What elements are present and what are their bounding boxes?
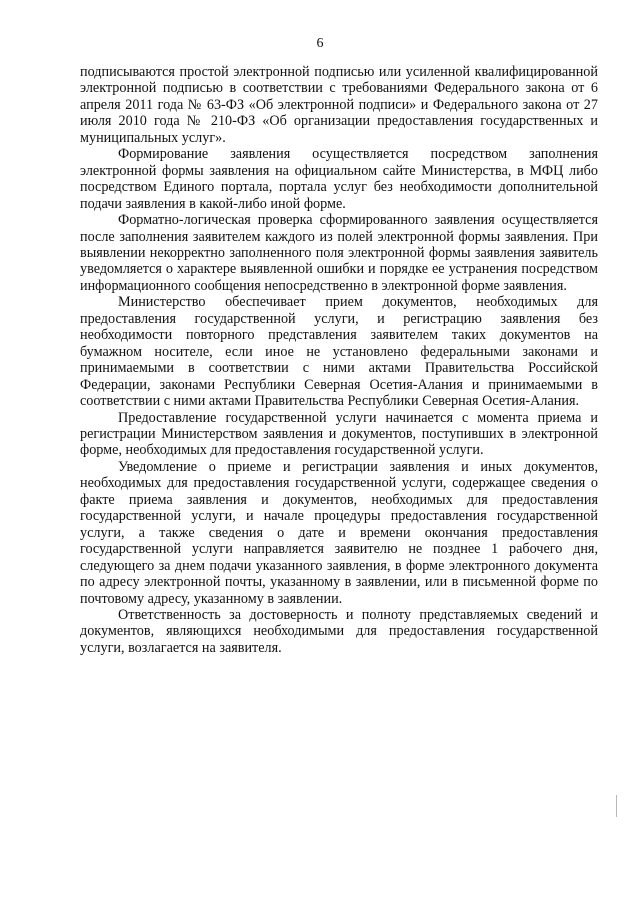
paragraph-service-start: Предоставление государственной услуги начинается с момента приема и регистрации Министерством заявления и документов, поступивших в электронной форме, необходимых для предоставления государственной услуги. xyxy=(80,409,598,459)
page-number: 6 xyxy=(316,36,324,51)
paragraph-responsibility: Ответственность за достоверность и полноту представляемых сведений и документов, являющихся необходимыми для предоставления государственной услуги, возлагается на заявителя. xyxy=(80,606,598,656)
paragraph-notification: Уведомление о приеме и регистрации заявления и иных документов, необходимых для предоставления государственной услуги, содержащее сведения о факте приема заявления и документов, необходимых для предоставления государственной услуги, и начале процедуры предоставления государственной услуги, а также сведения о дате и времени окончания предоставления государственной услуги направляется заявителю не позднее 1 рабочего дня, следующего за днем подачи указанного заявления, в форме электронного документа по адресу электронной почты, указанному в заявлении, или в письменной форме по почтовому адресу, указанному в заявлении. xyxy=(80,458,598,607)
paragraph-format-logical-check: Форматно-логическая проверка сформированного заявления осуществляется после заполнения заявителем каждого из полей электронной формы заявления. При выявлении некорректно заполненного поля электронной формы заявления заявитель уведомляется о характере выявленной ошибки и порядке ее устранения посредством информационного сообщения непосредственно в электронной форме заявления. xyxy=(80,212,598,294)
paragraph-application-forming: Формирование заявления осуществляется посредством заполнения электронной формы заявления на официальном сайте Министерства, в МФЦ либо посредством Единого портала, портала услуг без необходимости дополнительной подачи заявления в какой-либо иной форме. xyxy=(80,146,598,212)
paragraph-continuation: подписываются простой электронной подписью или усиленной квалифицированной электронной подписью в соответствии с требованиями Федерального закона от 6 апреля 2011 года № 63-ФЗ «Об электронной подписи» и Федерального закона от 27 июля 2010 года № 210-ФЗ «Об организации предоставления государственных и муниципальных услуг». xyxy=(80,64,598,146)
scan-artifact-line xyxy=(616,795,617,817)
paragraph-ministry-acceptance: Министерство обеспечивает прием документов, необходимых для предоставления государственной услуги, и регистрацию заявления без необходимости повторного представления заявителем таких документов на бумажном носителе, если иное не установлено федеральными законами и принимаемыми в соответствии с ними актами Правительства Российской Федерации, законами Республики Северная Осетия-Алания и принимаемыми в соответствии с ними актами Правительства Республики Северная Осетия-Алания. xyxy=(80,294,598,410)
document-body xyxy=(80,64,598,656)
